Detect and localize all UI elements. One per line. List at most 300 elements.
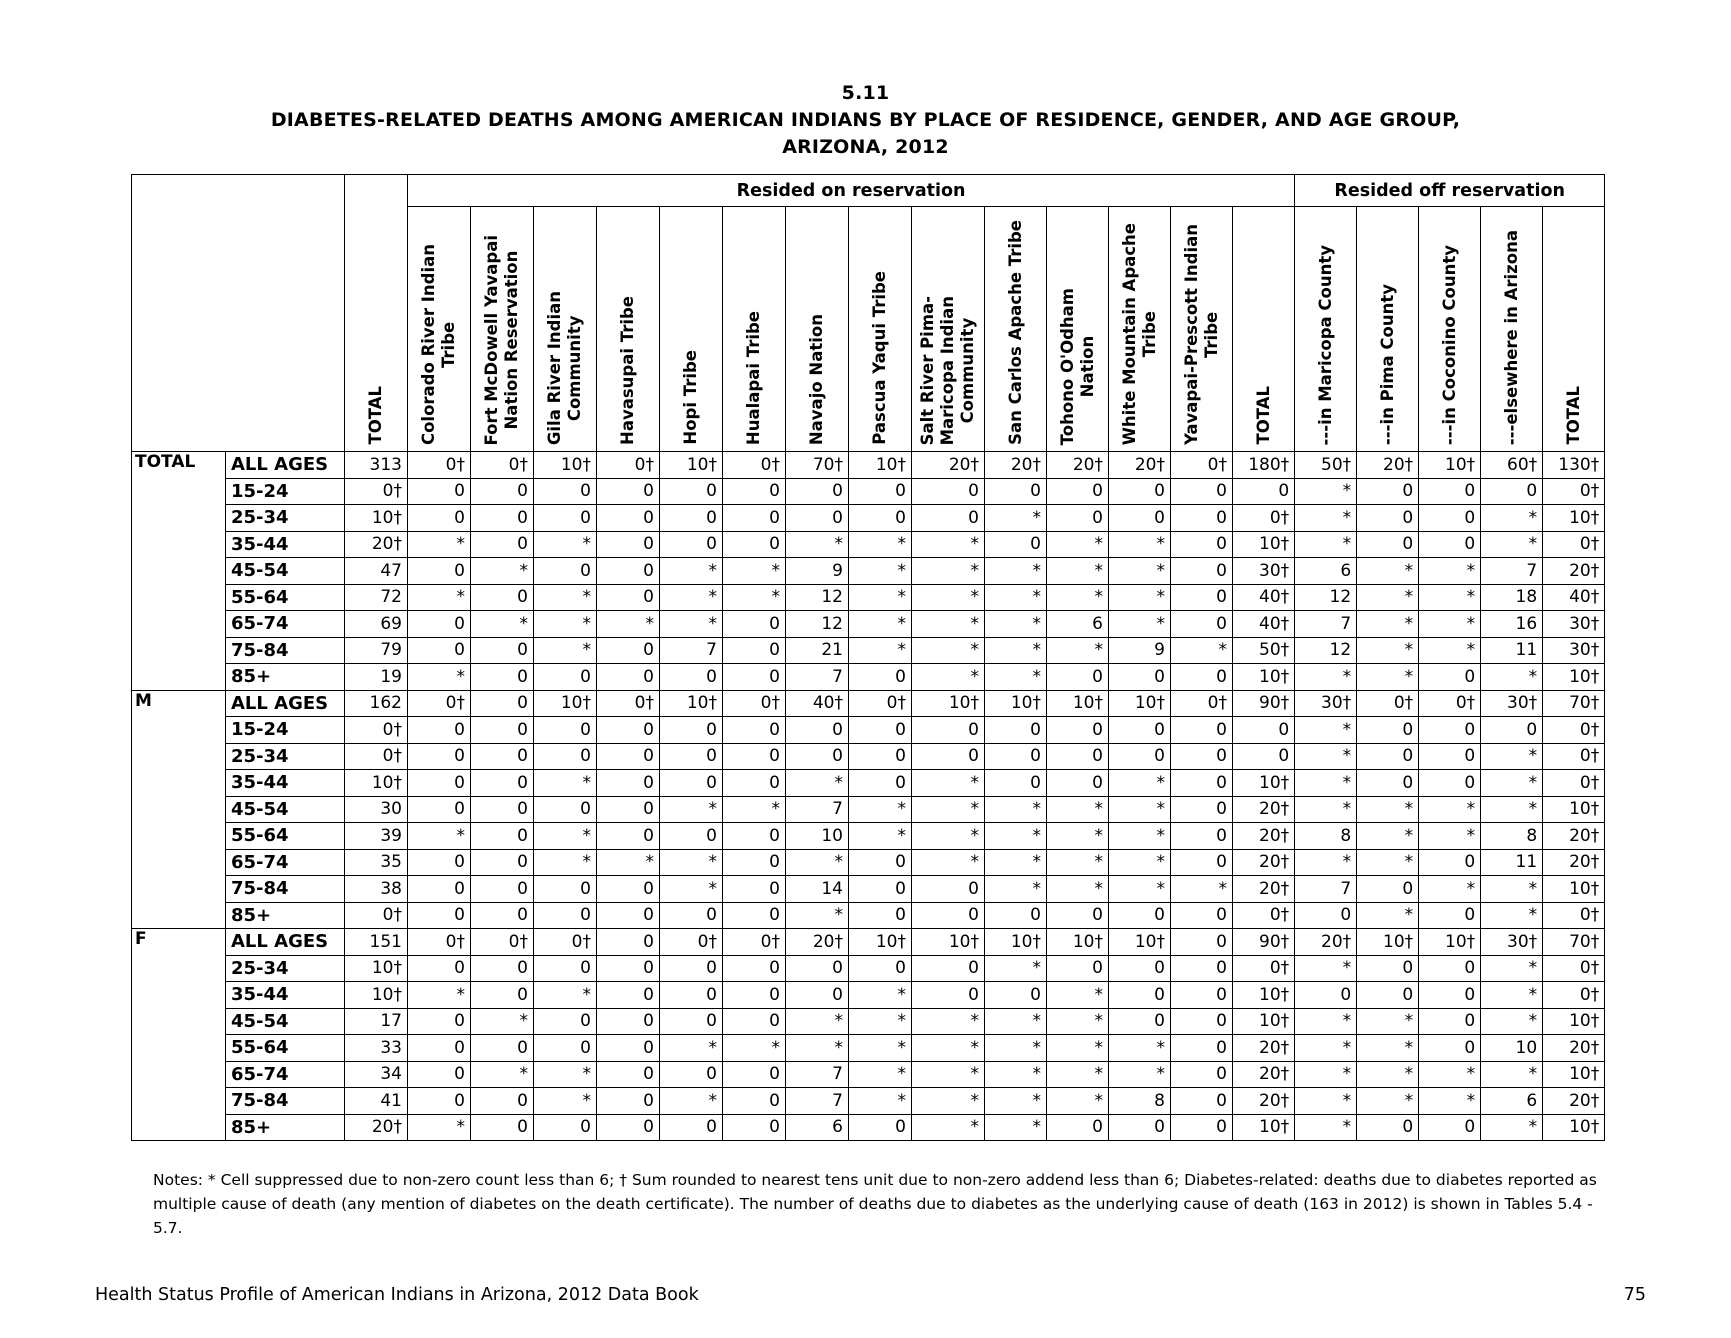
value-cell: * [1357, 849, 1419, 876]
age-group-cell: 35-44 [226, 982, 345, 1009]
age-group-cell: 85+ [226, 902, 345, 929]
value-cell: * [1357, 902, 1419, 929]
value-cell: * [1419, 611, 1481, 638]
age-group-cell: 15-24 [226, 717, 345, 744]
value-cell: 0 [1171, 796, 1233, 823]
value-cell: 0 [408, 955, 471, 982]
value-cell: 0 [534, 478, 597, 505]
value-cell: 40† [1233, 611, 1295, 638]
value-cell: * [534, 1088, 597, 1115]
group-label-cell [132, 717, 226, 744]
value-cell: 0 [534, 1114, 597, 1141]
value-cell: 40† [1233, 584, 1295, 611]
column-header-label: TOTAL [1563, 386, 1583, 445]
value-cell: 0 [1419, 955, 1481, 982]
table-row [132, 1008, 1605, 1035]
group-label-cell [132, 584, 226, 611]
value-cell: 0 [1295, 982, 1357, 1009]
value-cell: * [912, 796, 985, 823]
value-cell: * [534, 849, 597, 876]
value-cell: 0 [1109, 717, 1171, 744]
value-cell: * [1047, 637, 1109, 664]
value-cell: 0 [1171, 955, 1233, 982]
value-cell: 0 [912, 478, 985, 505]
value-cell: 0 [660, 1114, 723, 1141]
value-cell: * [408, 1114, 471, 1141]
column-header [1171, 207, 1233, 452]
value-cell: 20† [1543, 1035, 1605, 1062]
value-cell: * [912, 531, 985, 558]
value-cell: * [471, 1008, 534, 1035]
value-cell: 0 [1357, 1114, 1419, 1141]
value-cell: 10† [345, 505, 408, 532]
value-cell: 0 [660, 478, 723, 505]
value-cell: * [1481, 1008, 1543, 1035]
value-cell: 0 [1171, 611, 1233, 638]
column-header [408, 207, 471, 452]
value-cell: * [534, 611, 597, 638]
value-cell: 50† [1295, 452, 1357, 479]
column-header-label: ---elsewhere in Arizona [1501, 229, 1521, 445]
value-cell: 20† [1233, 876, 1295, 903]
value-cell: * [660, 796, 723, 823]
group-label-cell [132, 1035, 226, 1062]
value-cell: 0† [1543, 902, 1605, 929]
group-label-cell [132, 743, 226, 770]
value-cell: * [985, 558, 1047, 585]
group-label-cell: M [132, 690, 226, 717]
value-cell: 10† [912, 690, 985, 717]
value-cell: 0 [1109, 743, 1171, 770]
value-cell: * [1295, 743, 1357, 770]
value-cell: 0 [1047, 664, 1109, 691]
value-cell: * [1047, 982, 1109, 1009]
value-cell: 0 [534, 717, 597, 744]
value-cell: 0† [1543, 531, 1605, 558]
value-cell: * [1295, 849, 1357, 876]
value-cell: * [660, 876, 723, 903]
value-cell: 6 [786, 1114, 849, 1141]
value-cell: 0 [597, 1114, 660, 1141]
column-header-label: TOTAL [366, 386, 385, 445]
group-header-on-reservation: Resided on reservation [408, 175, 1295, 207]
value-cell: 0 [597, 664, 660, 691]
value-cell: 0 [723, 770, 786, 797]
value-cell: 0 [534, 1035, 597, 1062]
value-cell: * [912, 584, 985, 611]
value-cell: 0† [471, 452, 534, 479]
group-label-cell: F [132, 929, 226, 956]
value-cell: 10† [1233, 1114, 1295, 1141]
value-cell: 0 [786, 717, 849, 744]
value-cell: 0 [597, 876, 660, 903]
value-cell: 0 [534, 558, 597, 585]
column-header [1047, 207, 1109, 452]
value-cell: 0 [660, 955, 723, 982]
group-label-cell [132, 1008, 226, 1035]
value-cell: * [912, 770, 985, 797]
value-cell: 50† [1233, 637, 1295, 664]
value-cell: * [985, 664, 1047, 691]
value-cell: 30† [1543, 611, 1605, 638]
column-header [534, 207, 597, 452]
column-header [786, 207, 849, 452]
value-cell: 0 [1047, 902, 1109, 929]
value-cell: 7 [786, 1061, 849, 1088]
value-cell: 20† [985, 452, 1047, 479]
value-cell: 0 [985, 902, 1047, 929]
value-cell: 151 [345, 929, 408, 956]
value-cell: 0† [408, 452, 471, 479]
value-cell: 20† [1543, 823, 1605, 850]
value-cell: * [408, 664, 471, 691]
value-cell: 21 [786, 637, 849, 664]
value-cell: 0 [723, 982, 786, 1009]
value-cell: * [1481, 664, 1543, 691]
value-cell: 10† [1233, 664, 1295, 691]
value-cell: * [1047, 1061, 1109, 1088]
value-cell: * [912, 558, 985, 585]
column-header-label: Pascua Yaqui Tribe [870, 271, 889, 445]
value-cell: 0 [1109, 982, 1171, 1009]
value-cell: * [1295, 955, 1357, 982]
value-cell: 0 [1419, 531, 1481, 558]
value-cell: 40† [1543, 584, 1605, 611]
value-cell: * [1357, 664, 1419, 691]
value-cell: * [849, 637, 912, 664]
value-cell: 0 [597, 902, 660, 929]
value-cell: * [849, 1088, 912, 1115]
value-cell: * [1481, 796, 1543, 823]
value-cell: * [1109, 1035, 1171, 1062]
value-cell: 0 [1481, 717, 1543, 744]
value-cell: 0 [1171, 1008, 1233, 1035]
value-cell: * [985, 505, 1047, 532]
value-cell: 10† [1543, 1008, 1605, 1035]
value-cell: 0† [723, 452, 786, 479]
value-cell: 10† [912, 929, 985, 956]
value-cell: 0 [1171, 849, 1233, 876]
value-cell: 0 [985, 717, 1047, 744]
value-cell: * [1295, 1088, 1357, 1115]
value-cell: 0† [1233, 505, 1295, 532]
age-group-cell: 85+ [226, 1114, 345, 1141]
value-cell: 0 [471, 823, 534, 850]
value-cell: * [1357, 1035, 1419, 1062]
value-cell: 6 [1295, 558, 1357, 585]
value-cell: 8 [1481, 823, 1543, 850]
value-cell: 39 [345, 823, 408, 850]
value-cell: 20† [1357, 452, 1419, 479]
value-cell: 0 [597, 743, 660, 770]
value-cell: 41 [345, 1088, 408, 1115]
value-cell: * [1357, 823, 1419, 850]
value-cell: 0 [1357, 982, 1419, 1009]
value-cell: 0 [597, 1008, 660, 1035]
value-cell: 0 [597, 1061, 660, 1088]
value-cell: 0† [345, 717, 408, 744]
value-cell: 0 [597, 558, 660, 585]
value-cell: 20† [1233, 823, 1295, 850]
value-cell: * [1109, 796, 1171, 823]
group-label-cell [132, 637, 226, 664]
age-group-cell: 65-74 [226, 849, 345, 876]
value-cell: * [912, 637, 985, 664]
value-cell: 0 [471, 902, 534, 929]
value-cell: 0 [1171, 664, 1233, 691]
value-cell: 0† [1419, 690, 1481, 717]
group-label-cell [132, 902, 226, 929]
value-cell: * [1047, 584, 1109, 611]
column-header [1419, 207, 1481, 452]
group-label-cell [132, 558, 226, 585]
value-cell: * [597, 849, 660, 876]
value-cell: * [1481, 505, 1543, 532]
value-cell: 10† [985, 690, 1047, 717]
column-header-label: Gila River Indian Community [545, 290, 584, 445]
value-cell: 0 [660, 823, 723, 850]
value-cell: * [849, 611, 912, 638]
age-group-cell: 45-54 [226, 1008, 345, 1035]
value-cell: * [985, 1088, 1047, 1115]
value-cell: 0 [1357, 770, 1419, 797]
value-cell: 12 [786, 584, 849, 611]
value-cell: 0 [786, 478, 849, 505]
value-cell: * [985, 1035, 1047, 1062]
value-cell: 0 [660, 505, 723, 532]
value-cell: * [660, 849, 723, 876]
value-cell: 0 [912, 902, 985, 929]
value-cell: 0 [660, 902, 723, 929]
age-group-cell: 15-24 [226, 478, 345, 505]
value-cell: 35 [345, 849, 408, 876]
table-title-line2: ARIZONA, 2012 [782, 136, 949, 158]
age-group-cell: 85+ [226, 664, 345, 691]
value-cell: 72 [345, 584, 408, 611]
value-cell: * [849, 1008, 912, 1035]
value-cell: 70† [1543, 929, 1605, 956]
value-cell: * [1047, 1035, 1109, 1062]
value-cell: * [1109, 531, 1171, 558]
value-cell: 20† [1233, 1088, 1295, 1115]
value-cell: 0 [912, 505, 985, 532]
age-group-cell: ALL AGES [226, 929, 345, 956]
value-cell: 11 [1481, 637, 1543, 664]
value-cell: 0 [1109, 505, 1171, 532]
value-cell: 0 [534, 955, 597, 982]
value-cell: 0 [1171, 743, 1233, 770]
value-cell: 0 [849, 664, 912, 691]
value-cell: 0† [345, 902, 408, 929]
value-cell: 0 [1233, 717, 1295, 744]
column-header-label: Havasupai Tribe [618, 296, 637, 445]
table-row [132, 611, 1605, 638]
table-row [132, 505, 1605, 532]
value-cell: 162 [345, 690, 408, 717]
value-cell: 0 [1171, 1061, 1233, 1088]
value-cell: 180† [1233, 452, 1295, 479]
table-row [132, 478, 1605, 505]
data-table [131, 174, 1605, 1141]
column-header-label: Colorado River Indian Tribe [419, 243, 458, 445]
value-cell: 0† [849, 690, 912, 717]
age-group-cell: 55-64 [226, 823, 345, 850]
value-cell: 0† [408, 929, 471, 956]
value-cell: 0 [1419, 982, 1481, 1009]
value-cell: * [849, 1061, 912, 1088]
value-cell: 0 [597, 531, 660, 558]
value-cell: 0 [1357, 876, 1419, 903]
value-cell: 6 [1481, 1088, 1543, 1115]
value-cell: 0 [471, 770, 534, 797]
table-row [132, 1061, 1605, 1088]
column-header [1109, 207, 1171, 452]
value-cell: 0 [849, 876, 912, 903]
value-cell: 20† [1543, 849, 1605, 876]
value-cell: 0† [1543, 770, 1605, 797]
page-number: 75 [1623, 1285, 1646, 1305]
value-cell: 0 [408, 1061, 471, 1088]
value-cell: 0 [408, 478, 471, 505]
value-cell: * [912, 1008, 985, 1035]
value-cell: * [1357, 1061, 1419, 1088]
value-cell: 70† [1543, 690, 1605, 717]
value-cell: 0 [1357, 955, 1419, 982]
value-cell: 10† [345, 770, 408, 797]
value-cell: 0 [1171, 1088, 1233, 1115]
value-cell: 20† [1295, 929, 1357, 956]
value-cell: 10† [345, 982, 408, 1009]
column-header-label: TOTAL [1253, 386, 1273, 445]
group-label-cell [132, 478, 226, 505]
value-cell: 0 [1171, 823, 1233, 850]
value-cell: 10 [1481, 1035, 1543, 1062]
value-cell: 10† [1543, 1061, 1605, 1088]
value-cell: 0 [1109, 1008, 1171, 1035]
value-cell: 0 [408, 637, 471, 664]
value-cell: * [723, 796, 786, 823]
value-cell: 0 [408, 796, 471, 823]
value-cell: 10† [1233, 1008, 1295, 1035]
value-cell: 10† [534, 690, 597, 717]
age-group-cell: 45-54 [226, 558, 345, 585]
value-cell: * [408, 531, 471, 558]
value-cell: * [1109, 770, 1171, 797]
table-row [132, 558, 1605, 585]
value-cell: * [408, 823, 471, 850]
value-cell: 0† [1233, 902, 1295, 929]
column-header [471, 207, 534, 452]
value-cell: * [849, 531, 912, 558]
value-cell: 0 [723, 823, 786, 850]
group-label-cell [132, 1088, 226, 1115]
value-cell: * [471, 558, 534, 585]
value-cell: 0† [723, 690, 786, 717]
value-cell: 69 [345, 611, 408, 638]
value-cell: 0 [723, 664, 786, 691]
value-cell: 0 [1171, 929, 1233, 956]
value-cell: 0 [408, 611, 471, 638]
group-label-cell [132, 849, 226, 876]
value-cell: 0 [1419, 743, 1481, 770]
value-cell: * [1357, 558, 1419, 585]
value-cell: 38 [345, 876, 408, 903]
age-group-cell: 55-64 [226, 584, 345, 611]
value-cell: 17 [345, 1008, 408, 1035]
value-cell: * [723, 1035, 786, 1062]
value-cell: 0 [597, 584, 660, 611]
value-cell: 0 [471, 1035, 534, 1062]
column-header [345, 175, 408, 452]
column-header-label: Navajo Nation [807, 313, 826, 445]
value-cell: * [985, 637, 1047, 664]
value-cell: * [985, 955, 1047, 982]
value-cell: * [1109, 611, 1171, 638]
value-cell: * [1047, 531, 1109, 558]
value-cell: * [1481, 876, 1543, 903]
value-cell: 0 [912, 982, 985, 1009]
value-cell: 0† [660, 929, 723, 956]
age-group-cell: 35-44 [226, 531, 345, 558]
value-cell: 10† [1047, 690, 1109, 717]
value-cell: 0† [723, 929, 786, 956]
value-cell: * [849, 1035, 912, 1062]
value-cell: * [912, 823, 985, 850]
value-cell: 0 [723, 1008, 786, 1035]
column-header [849, 207, 912, 452]
value-cell: 0 [985, 770, 1047, 797]
value-cell: 0 [723, 1088, 786, 1115]
value-cell: 34 [345, 1061, 408, 1088]
value-cell: 0 [786, 982, 849, 1009]
value-cell: 10† [1047, 929, 1109, 956]
value-cell: 0 [597, 796, 660, 823]
value-cell: * [1295, 717, 1357, 744]
value-cell: 10† [1233, 531, 1295, 558]
age-group-cell: 25-34 [226, 743, 345, 770]
value-cell: 0 [408, 849, 471, 876]
value-cell: 12 [1295, 584, 1357, 611]
value-cell: * [660, 558, 723, 585]
value-cell: 0 [660, 717, 723, 744]
value-cell: 0† [597, 452, 660, 479]
value-cell: 10† [660, 452, 723, 479]
value-cell: 0 [723, 717, 786, 744]
value-cell: 7 [786, 1088, 849, 1115]
value-cell: * [534, 584, 597, 611]
table-row [132, 637, 1605, 664]
value-cell: * [912, 1061, 985, 1088]
group-label-cell [132, 796, 226, 823]
value-cell: * [660, 1088, 723, 1115]
value-cell: 20† [345, 531, 408, 558]
footer-title: Health Status Profile of American Indians in Arizona, 2012 Data Book [95, 1285, 699, 1305]
value-cell: * [786, 1035, 849, 1062]
group-header-off-reservation: Resided off reservation [1295, 175, 1605, 207]
value-cell: 0 [1357, 717, 1419, 744]
table-row [132, 1114, 1605, 1141]
value-cell: * [1109, 823, 1171, 850]
value-cell: 10† [1233, 770, 1295, 797]
value-cell: 0 [471, 717, 534, 744]
value-cell: 0 [912, 717, 985, 744]
value-cell: 0 [849, 717, 912, 744]
value-cell: * [786, 849, 849, 876]
value-cell: * [849, 982, 912, 1009]
column-header [1233, 207, 1295, 452]
value-cell: 20† [912, 452, 985, 479]
value-cell: 0 [1171, 558, 1233, 585]
